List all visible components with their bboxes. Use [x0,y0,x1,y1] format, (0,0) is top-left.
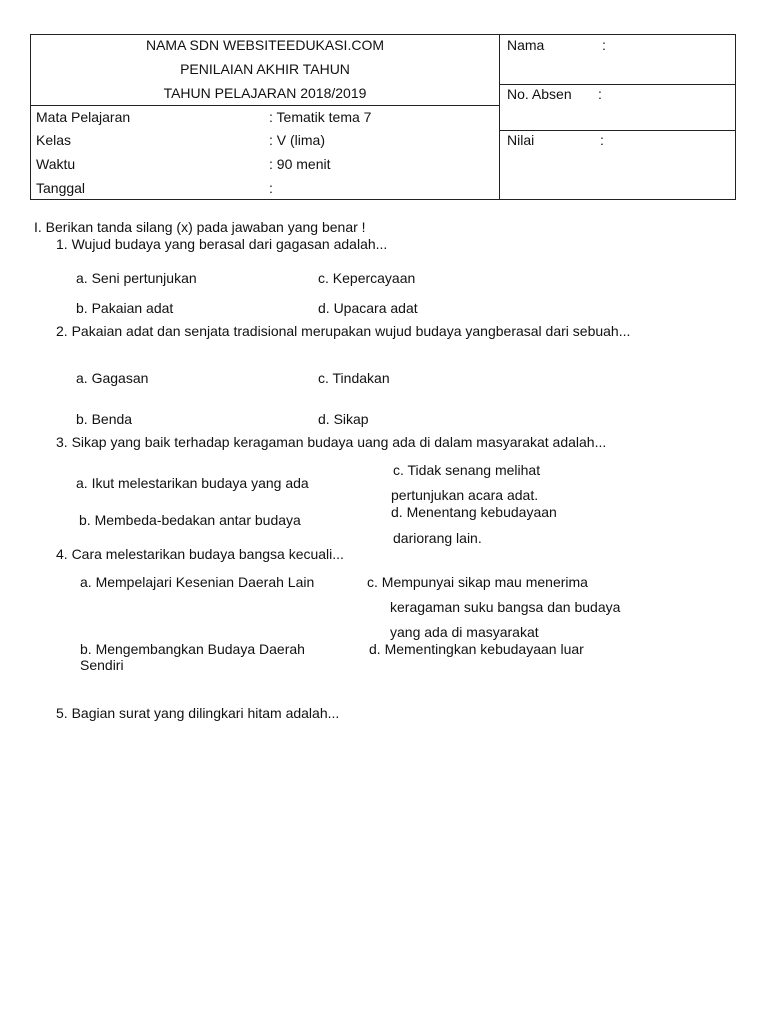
right-colon-nilai: : [600,132,604,148]
field-label-date: Tanggal [36,180,86,196]
field-value-class: : V (lima) [269,132,325,148]
q3-option-c: c. Tidak senang melihat [393,462,541,478]
question-2: 2. Pakaian adat dan senjata tradisional merupakan wujud budaya yangberasal dari sebuah... [56,323,631,339]
q4-option-c-cont1: keragaman suku bangsa dan budaya [390,599,621,615]
field-value-subject: : Tematik tema 7 [269,109,372,125]
right-label-absen: No. Absen [507,86,572,102]
header-divider-right-2 [499,130,736,131]
q4-option-c-cont2: yang ada di masyarakat [390,624,539,640]
field-label-time: Waktu [36,156,76,172]
q4-option-b-cont: Sendiri [80,657,124,673]
exam-title: PENILAIAN AKHIR TAHUN [180,61,350,77]
field-value-date: : [269,180,273,196]
header-divider-vertical [499,35,500,199]
q3-option-d-cont: dariorang lain. [393,530,482,546]
right-colon-absen: : [598,86,602,102]
school-year: TAHUN PELAJARAN 2018/2019 [163,85,367,101]
q4-option-b: b. Mengembangkan Budaya Daerah [80,641,305,657]
q4-option-c: c. Mempunyai sikap mau menerima [367,574,588,590]
q2-option-c: c. Tindakan [318,370,390,386]
right-label-name: Nama [507,37,545,53]
q1-option-b: b. Pakaian adat [76,300,174,316]
field-label-class: Kelas [36,132,72,148]
q4-option-a: a. Mempelajari Kesenian Daerah Lain [80,574,315,590]
question-3: 3. Sikap yang baik terhadap keragaman budaya uang ada di dalam masyarakat adalah... [56,434,607,450]
question-5: 5. Bagian surat yang dilingkari hitam adalah... [56,705,340,721]
q2-option-d: d. Sikap [318,411,369,427]
header-divider-right-1 [499,84,736,85]
q2-option-a: a. Gagasan [76,370,149,386]
q3-option-d: d. Menentang kebudayaan [391,504,557,520]
header-table [30,34,736,200]
q1-option-a: a. Seni pertunjukan [76,270,197,286]
q3-option-c-cont: pertunjukan acara adat. [391,487,539,503]
q1-option-c: c. Kepercayaan [318,270,416,286]
header-divider-left [31,105,499,106]
school-name: NAMA SDN WEBSITEEDUKASI.COM [145,37,385,53]
right-label-nilai: Nilai [507,132,535,148]
q4-option-d: d. Mementingkan kebudayaan luar [369,641,584,657]
right-colon-name: : [602,37,606,53]
field-label-subject: Mata Pelajaran [36,109,131,125]
q2-option-b: b. Benda [76,411,133,427]
question-1: 1. Wujud budaya yang berasal dari gagasan adalah... [56,236,388,252]
q3-option-a: a. Ikut melestarikan budaya yang ada [76,475,309,491]
q3-option-b: b. Membeda-bedakan antar budaya [79,512,301,528]
q1-option-d: d. Upacara adat [318,300,418,316]
question-4: 4. Cara melestarikan budaya bangsa kecuali... [56,546,344,562]
field-value-time: : 90 menit [269,156,331,172]
section-instruction: I. Berikan tanda silang (x) pada jawaban yang benar ! [34,219,366,235]
